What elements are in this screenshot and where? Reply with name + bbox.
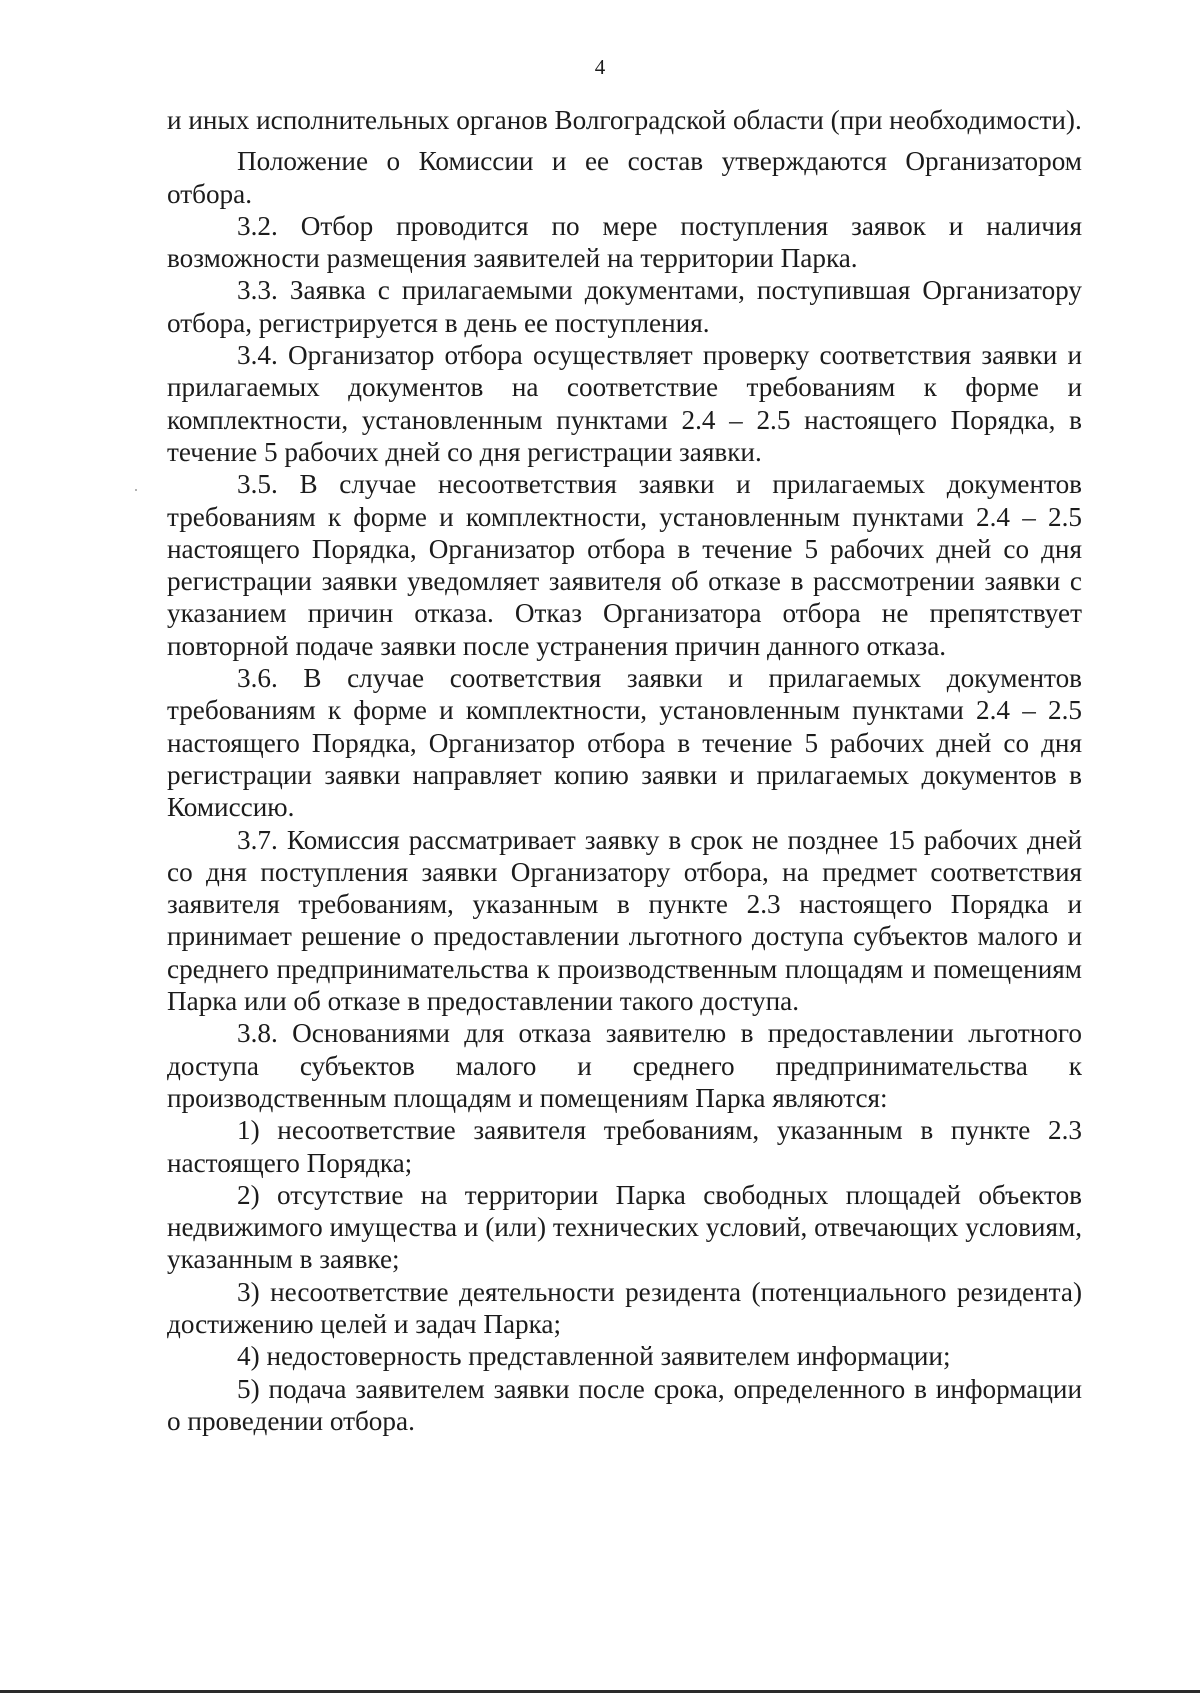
paragraph-3-4: 3.4. Организатор отбора осуществляет проверку соответствия заявки и прилагаемых документов на соответствие требованиям к форме и комплектности, установленным пунктами 2.4 – 2.5 настоящего Порядка, в течение 5 рабочих дней со дня регистрации заявки. — [167, 340, 1082, 467]
page-number: 4 — [594, 55, 606, 79]
list-item-4: 4) недостоверность представленной заявителем информации; — [237, 1341, 951, 1372]
paragraph-3-5: 3.5. В случае несоответствия заявки и прилагаемых документов требованиям к форме и комплектности, установленным пунктами 2.4 – 2.5 настоящего Порядка, Организатор отбора в течение 5 рабочих дней со дня регистрации заявки уведомляет заявителя об отказе в рассмотрении заявки с указанием причин отказа. Отказ Организатора отбора не препятствует повторной подаче заявки после устранения причин данного отказа. — [167, 469, 1082, 661]
paragraph-3-8: 3.8. Основаниями для отказа заявителю в предоставлении льготного доступа субъектов малого и среднего предпринимательства к производственным площадям и помещениям Парка являются: — [167, 1018, 1082, 1113]
scan-bottom-edge-line — [0, 1690, 1200, 1693]
list-item-5: 5) подача заявителем заявки после срока, определенного в информации о проведении отбора. — [167, 1373, 1082, 1436]
scan-artifact-dot — [135, 489, 137, 491]
list-item-1: 1) несоответствие заявителя требованиям, указанным в пункте 2.3 настоящего Порядка; — [167, 1115, 1082, 1178]
paragraph-3-6: 3.6. В случае соответствия заявки и прилагаемых документов требованиям к форме и комплектности, установленным пунктами 2.4 – 2.5 настоящего Порядка, Организатор отбора в течение 5 рабочих дней со дня регистрации заявки направляет копию заявки и прилагаемых документов в Комиссию. — [167, 663, 1082, 823]
list-item-2: 2) отсутствие на территории Парка свободных площадей объектов недвижимого имущества и (или) технических условий, отвечающих условиям, указанным в заявке; — [167, 1179, 1082, 1275]
document-body — [167, 104, 1082, 1437]
list-item-3: 3) несоответствие деятельности резидента (потенциального резидента) достижению целей и задач Парка; — [167, 1276, 1082, 1339]
paragraph-3-2: 3.2. Отбор проводится по мере поступления заявок и наличия возможности размещения заявителей на территории Парка. — [167, 210, 1082, 274]
paragraph-commission-regulation: Положение о Комиссии и ее состав утверждаются Организатором отбора. — [167, 146, 1082, 209]
paragraph-continuation: и иных исполнительных органов Волгоградской области (при необходимости). — [167, 105, 1082, 135]
paragraph-3-3: 3.3. Заявка с прилагаемыми документами, поступившая Организатору отбора, регистрируется в день ее поступления. — [167, 275, 1082, 338]
paragraph-3-7: 3.7. Комиссия рассматривает заявку в срок не позднее 15 рабочих дней со дня поступления заявки Организатору отбора, на предмет соответствия заявителя требованиям, указанным в пункте 2.3 настоящего Порядка и принимает решение о предоставлении льготного доступа субъектов малого и среднего предпринимательства к производственным площадям и помещениям Парка или об отказе в предоставлении такого доступа. — [167, 824, 1082, 1017]
